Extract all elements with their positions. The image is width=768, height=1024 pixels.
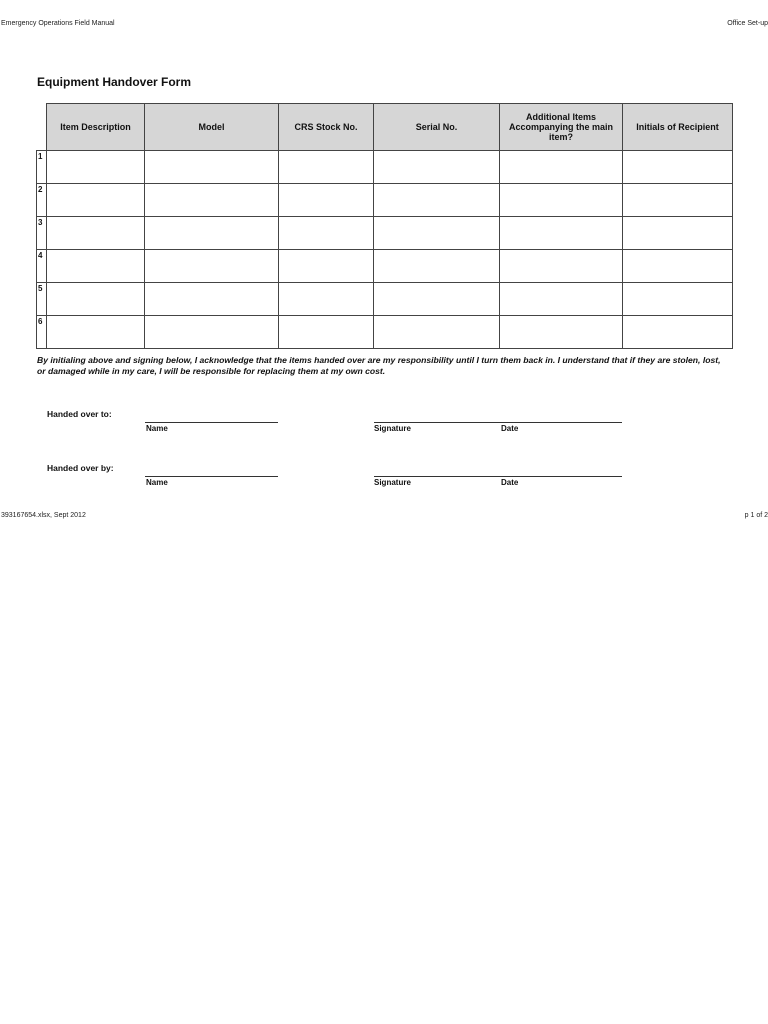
additional-items-cell[interactable] <box>500 184 623 217</box>
form-title: Equipment Handover Form <box>37 75 192 89</box>
item-description-cell[interactable] <box>47 151 145 184</box>
handed-over-by-signature-caption: Signature <box>374 478 411 487</box>
handed-over-to-signature-line[interactable] <box>374 422 622 423</box>
row-number: 4 <box>37 250 47 283</box>
item-description-cell[interactable] <box>47 283 145 316</box>
item-description-cell[interactable] <box>47 217 145 250</box>
column-header-initials-of-recipient: Initials of Recipient <box>623 104 733 151</box>
handed-over-by-name-caption: Name <box>146 478 168 487</box>
handed-over-to-date-caption: Date <box>501 424 519 433</box>
additional-items-cell[interactable] <box>500 151 623 184</box>
item-description-cell[interactable] <box>47 184 145 217</box>
handed-over-by-name-line[interactable] <box>145 476 278 477</box>
serial-no-cell[interactable] <box>374 316 500 349</box>
handed-over-to-signature-caption: Signature <box>374 424 411 433</box>
model-cell[interactable] <box>145 217 279 250</box>
serial-no-cell[interactable] <box>374 283 500 316</box>
crs-stock-no-cell[interactable] <box>279 316 374 349</box>
row-number: 5 <box>37 283 47 316</box>
model-cell[interactable] <box>145 184 279 217</box>
additional-items-cell[interactable] <box>500 250 623 283</box>
row-number: 6 <box>37 316 47 349</box>
crs-stock-no-cell[interactable] <box>279 151 374 184</box>
handed-over-to-name-line[interactable] <box>145 422 278 423</box>
column-header-additional-items: Additional Items Accompanying the main item? <box>500 104 623 151</box>
column-header-model: Model <box>145 104 279 151</box>
crs-stock-no-cell[interactable] <box>279 250 374 283</box>
initials-cell[interactable] <box>623 151 733 184</box>
initials-cell[interactable] <box>623 250 733 283</box>
column-header-serial-no: Serial No. <box>374 104 500 151</box>
column-header-item-description: Item Description <box>47 104 145 151</box>
header-right: Office Set-up <box>727 20 768 27</box>
footer-page-number: p 1 of 2 <box>744 512 768 519</box>
header-left: Emergency Operations Field Manual <box>1 20 115 27</box>
equipment-table <box>36 103 733 349</box>
table-row <box>37 250 733 283</box>
initials-cell[interactable] <box>623 184 733 217</box>
handed-over-to-name-caption: Name <box>146 424 168 433</box>
footer-left: 393167654.xlsx, Sept 2012 <box>1 512 86 519</box>
table-row <box>37 283 733 316</box>
item-description-cell[interactable] <box>47 316 145 349</box>
handed-over-to-label: Handed over to: <box>47 409 112 419</box>
row-number: 1 <box>37 151 47 184</box>
table-row <box>37 184 733 217</box>
row-number: 2 <box>37 184 47 217</box>
initials-cell[interactable] <box>623 217 733 250</box>
serial-no-cell[interactable] <box>374 217 500 250</box>
row-number: 3 <box>37 217 47 250</box>
additional-items-cell[interactable] <box>500 316 623 349</box>
serial-no-cell[interactable] <box>374 184 500 217</box>
model-cell[interactable] <box>145 250 279 283</box>
handed-over-by-label: Handed over by: <box>47 463 114 473</box>
model-cell[interactable] <box>145 283 279 316</box>
table-header-row <box>37 104 733 151</box>
row-number-header <box>37 104 47 151</box>
serial-no-cell[interactable] <box>374 151 500 184</box>
column-header-crs-stock-no: CRS Stock No. <box>279 104 374 151</box>
crs-stock-no-cell[interactable] <box>279 217 374 250</box>
crs-stock-no-cell[interactable] <box>279 184 374 217</box>
model-cell[interactable] <box>145 151 279 184</box>
additional-items-cell[interactable] <box>500 217 623 250</box>
model-cell[interactable] <box>145 316 279 349</box>
table-row <box>37 151 733 184</box>
item-description-cell[interactable] <box>47 250 145 283</box>
acknowledgement-text: By initialing above and signing below, I acknowledge that the items handed over are my responsibility until I turn them back in. I understand that if they are stolen, lost, or damaged while in my care, I will be responsible for replacing them at my own cost. <box>37 355 721 376</box>
additional-items-cell[interactable] <box>500 283 623 316</box>
initials-cell[interactable] <box>623 316 733 349</box>
handed-over-by-date-caption: Date <box>501 478 519 487</box>
initials-cell[interactable] <box>623 283 733 316</box>
table-row <box>37 217 733 250</box>
handed-over-by-signature-line[interactable] <box>374 476 622 477</box>
crs-stock-no-cell[interactable] <box>279 283 374 316</box>
serial-no-cell[interactable] <box>374 250 500 283</box>
table-row <box>37 316 733 349</box>
